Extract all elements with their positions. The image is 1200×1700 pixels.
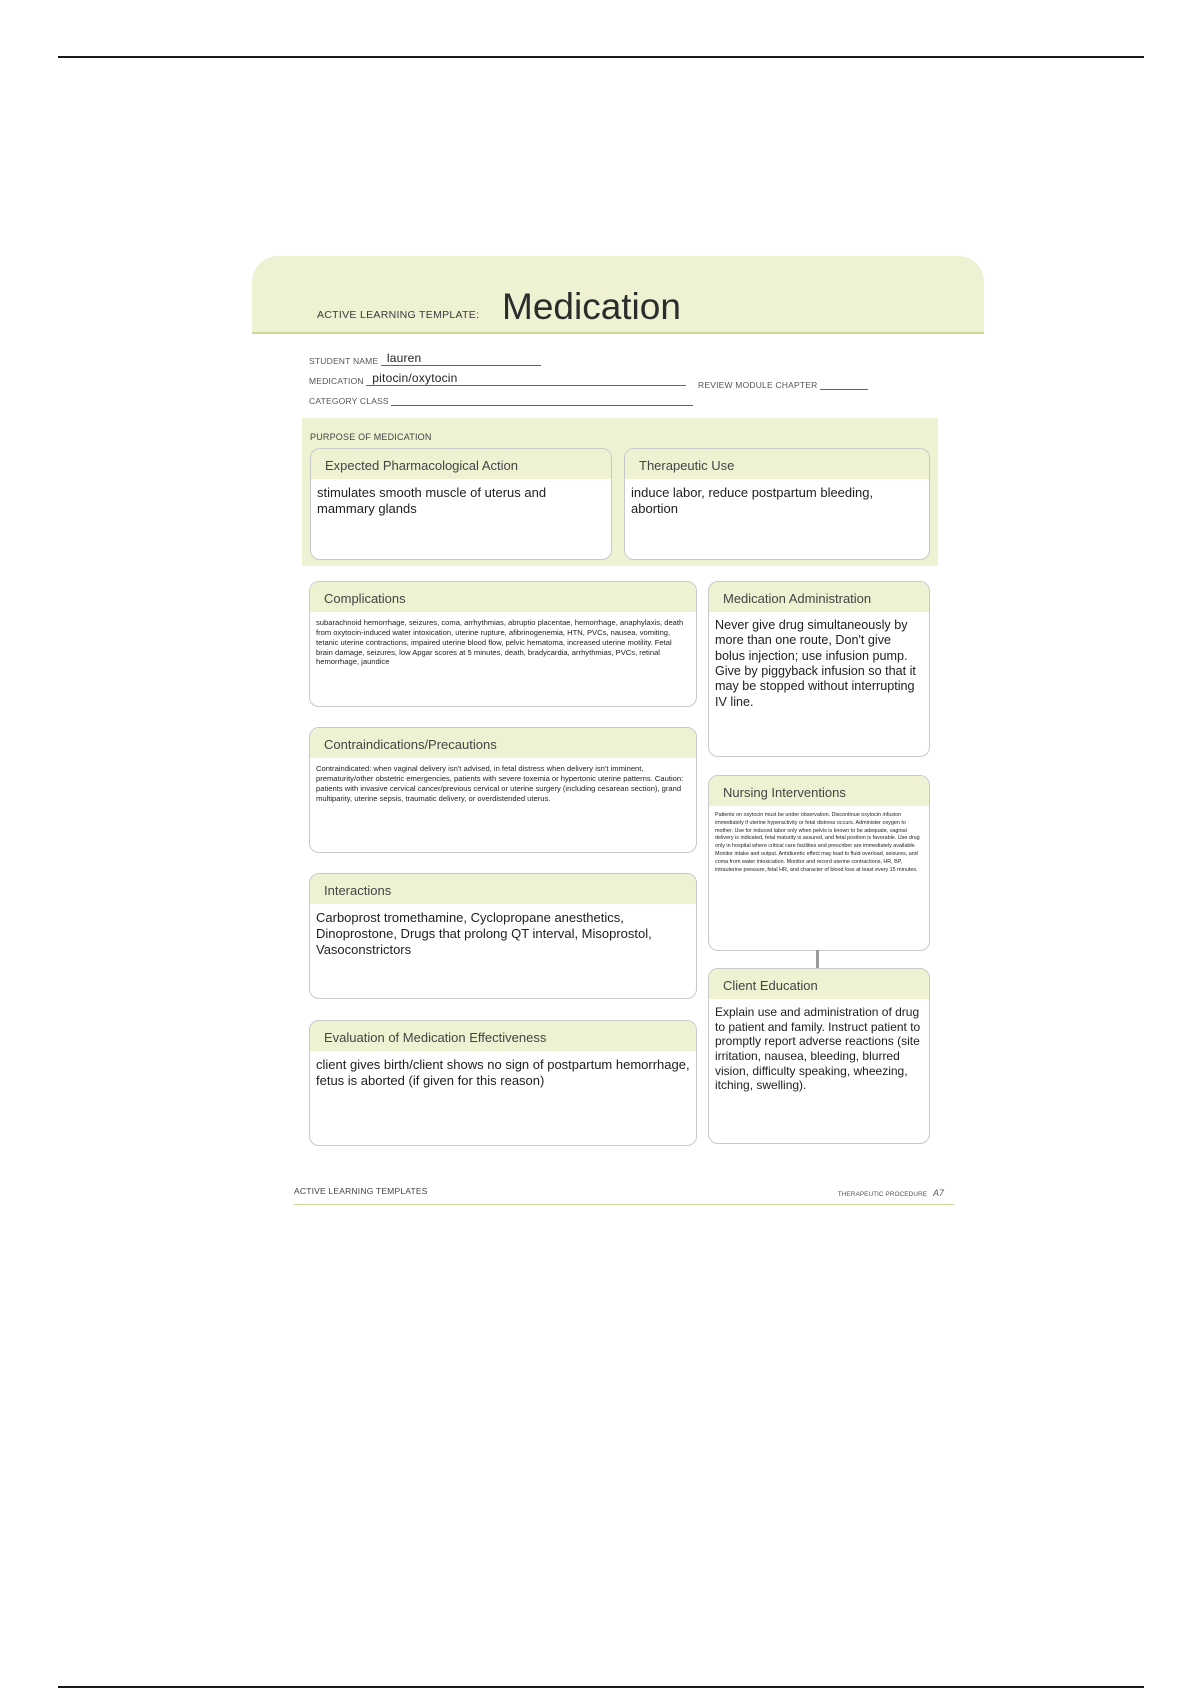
medication-label: MEDICATION [309,376,364,386]
review-module-field[interactable] [820,376,868,390]
purpose-label: PURPOSE OF MEDICATION [310,432,432,442]
client-education-body: Explain use and administration of drug to patient and family. Instruct patient to promptly report adverse reactions (site irritation, nausea, bleeding, blurred vision, difficulty speaking, wheezing, itching, swelling). [715,1005,921,1093]
category-class-label: CATEGORY CLASS [309,396,389,406]
complications-box [309,581,697,707]
template-kicker: ACTIVE LEARNING TEMPLATE: [317,309,480,321]
review-module-label: REVIEW MODULE CHAPTER [698,380,818,390]
box-connector [816,950,819,968]
review-module-row [698,376,868,390]
nursing-interventions-box [708,775,930,951]
footer-left-label: ACTIVE LEARNING TEMPLATES [294,1186,428,1196]
evaluation-box [309,1020,697,1146]
client-education-title: Client Education [709,969,929,999]
evaluation-title: Evaluation of Medication Effectiveness [310,1021,696,1051]
contraindications-box [309,727,697,853]
template-title: Medication [502,286,681,327]
medication-administration-box [708,581,930,757]
therapeutic-use-title: Therapeutic Use [625,449,929,479]
expected-action-body: stimulates smooth muscle of uterus and mammary glands [317,485,547,516]
page-bottom-rule [58,1686,1144,1688]
purpose-section [302,418,938,566]
category-class-row [309,392,693,406]
evaluation-body: client gives birth/client shows no sign of postpartum hemorrhage, fetus is aborted (if given for this reason) [316,1057,690,1088]
student-name-field[interactable]: lauren [381,352,541,366]
medication-administration-body: Never give drug simultaneously by more than one route, Don't give bolus injection; use infusion pump. Give by piggyback infusion so that it may be stopped without interrupting IV line. [715,618,916,709]
therapeutic-use-body: induce labor, reduce postpartum bleeding, abortion [631,485,874,516]
template-header [252,256,984,334]
medication-row [309,372,686,386]
nursing-interventions-body: Patients on oxytocin must be under observation. Discontinue oxytocin infusion immediately if uterine hyperactivity or fetal distress occurs. Administer oxygen to mother. Use for induced labor only when pelvis is known to be adequate, vaginal delivery is indicated, fetal maturity is assured, and fetal position is favorable. Use drug only in hospital where critical care facilities and prescriber are immediately available. Monitor intake and output. Antidiuretic effect may lead to fluid overload, seizures, and coma from water intoxication. Monitor and record uterine contractions, HR, BP, intrauterine pressure, fetal HR, and character of blood loss at least every 15 minutes. [715,812,920,873]
student-name-label: STUDENT NAME [309,356,379,366]
medication-administration-title: Medication Administration [709,582,929,612]
footer-right [838,1188,944,1198]
contraindications-title: Contraindications/Precautions [310,728,696,758]
student-name-row [309,352,541,366]
footer-right-label: THERAPEUTIC PROCEDURE [837,1191,927,1198]
template-footer [294,1184,954,1205]
contraindications-body: Contraindicated: when vaginal delivery isn't advised, in fetal distress when delivery isn't imminent, prematurity/other obstetric emergencies, patients with severe toxemia or hypertonic uterine patterns. Caution: patients with invasive cervical cancer/previous cervical or uterine surgery (including cesarean section), grand multiparity, uterine sepsis, traumatic delivery, or overdistended uterus. [316,764,684,803]
expected-action-title: Expected Pharmacological Action [311,449,611,479]
complications-body: subarachnoid hemorrhage, seizures, coma, arrhythmias, abruptio placentae, hemorrhage, anaphylaxis, death from oxytocin-induced water intoxication, uterine rupture, afibrinogenemia, HTN, PVCs, nausea, vomiting, tetanic uterine contractions, impaired uterine blood flow, pelvic hematoma, increased uterine motility. Fetal brain damage, seizures, low Apgar scores at 5 minutes, death, bradycardia, arrhythmias, PVCs, retinal hemorrhage, jaundice [316,618,684,667]
footer-page-number: A7 [932,1188,944,1198]
category-class-field[interactable] [391,392,693,406]
interactions-body: Carboprost tromethamine, Cyclopropane anesthetics, Dinoprostone, Drugs that prolong QT interval, Misoprostol, Vasoconstrictors [316,910,652,957]
medication-field[interactable]: pitocin/oxytocin [366,372,686,386]
medication-template-sheet [252,256,984,1206]
page-top-rule [58,56,1144,58]
client-education-box [708,968,930,1144]
expected-action-box [310,448,612,560]
interactions-box [309,873,697,999]
interactions-title: Interactions [310,874,696,904]
therapeutic-use-box [624,448,930,560]
complications-title: Complications [310,582,696,612]
nursing-interventions-title: Nursing Interventions [709,776,929,806]
